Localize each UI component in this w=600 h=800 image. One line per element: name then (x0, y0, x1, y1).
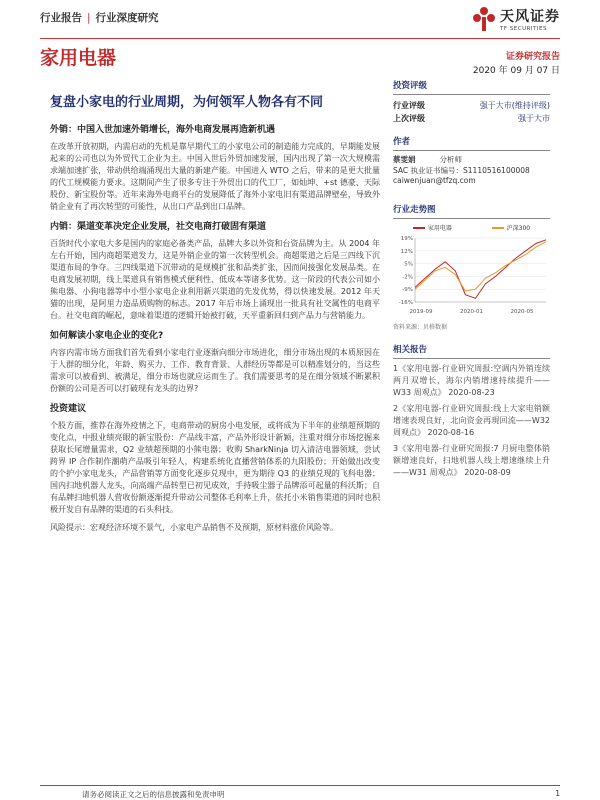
trend-chart-svg (393, 234, 550, 316)
paragraph: 百货时代小家电大多是国内的家庭必备类产品，品牌大多以外资和台资品牌为主。从 2004 年左右开始，国内商超渠道发力，这是外销企业的第一次转型机会。商超渠道之后是三四线下沉渠道布局的争夺。三四线渠道下沉带动的是规模扩张和品类扩张，因而间接强化发展品类。在电商发展初期，线上渠道具有销售模式便利性、低成本等诸多优势。这一阶段的代表公司如小熊电器、小狗电器等中小型小家电企业利用新兴渠道的先发优势，得以快速发展。2012 年天猫的出现，是阿里力造品质购物的标志。2017 年后市场上涌现出一批具有社交属性的电商平台。社交电商的崛起，意味着渠道的逻辑开始被打破，天平重新回归到产品力与营销能力。 (50, 239, 380, 320)
sidebar (393, 79, 550, 483)
section-domestic (50, 219, 380, 322)
related-report-title: 2《家用电器-行业研究周报:线上大家电销额增速表现良好，北向资金再現回流——W32 周观点》 (393, 403, 550, 437)
analyst-heading: 作者 (393, 135, 550, 151)
report-type: 证券研究报告 (505, 52, 560, 62)
x-tick-label: 2019-09 (409, 308, 433, 315)
related-reports (393, 363, 550, 479)
related-report-date: 2020-08-16 (427, 427, 475, 437)
risk-paragraph: 风险提示：宏观经济环境不景气，小家电产品销售不及预期，原材料涨价风险等。 (50, 523, 338, 532)
related-report-date: 2020-08-23 (448, 387, 495, 397)
section-heading: 内销：渠道变革决定企业发展，社交电商打破固有渠道 (50, 222, 267, 232)
y-tick-label: 19% (400, 235, 413, 242)
legend-swatch (492, 227, 504, 229)
chart-legend (393, 223, 550, 232)
related-report-item[interactable] (393, 443, 550, 479)
y-tick-label: -9% (402, 286, 413, 293)
paragraph: 在改革开放初期，内需启动的先机是靠早期代工的小家电公司的制造能力完成的，早期能发展起来的公司也以为外贸代工企业为主。中国入世后外贸加速发展，国内出现了第一次大规模需求端加速扩张，带动供给端涌现出大量的新建产能。中国进入 WTO 之后，带来的是更大批量的代工规模能力要求。这期间产生了很多专注于外贸出口的代工厂，如灿坤、+st 德豪、天际股份、新宝股份等。近年来海外电商平台的发展降低了海外小家电旧有渠道品牌壁垒，导致外销企业有了再次转型的可能性，从出口产品到出口品牌。 (50, 142, 380, 211)
related-report-title: 1《家用电器-行业研究周报:空调内外销连续两月双增长，海尔内销增速持续提升——W33 周观点》 (393, 363, 550, 397)
section-heading: 投资建议 (50, 404, 87, 414)
chart-source: 资料来源：贝格数据 (393, 323, 448, 331)
section-investment (50, 401, 380, 534)
rating-key: 上次评级 (393, 114, 425, 123)
related-report-title: 3《家用电器-行业研究周报:7 月厨电整体销额增速良好，扫地机器人线上增速继续上升——W31 周观点》 (393, 443, 550, 477)
legend-label: 沪深300 (506, 224, 531, 232)
analyst-info (393, 155, 550, 187)
report-category-right: 行业深度研究 (95, 12, 159, 24)
disclaimer: 请务必阅读正文之后的信息披露和免责申明 (82, 790, 225, 799)
legend-label: 家用电器 (427, 224, 452, 232)
section-heading: 如何解读小家电企业的变化? (50, 331, 164, 341)
analyst-name: 蔡雯娟 (393, 155, 416, 164)
report-category (40, 10, 159, 25)
logo-name-en: TF SECURITIES (500, 26, 547, 32)
trend-chart (393, 223, 550, 331)
legend-item (492, 223, 530, 232)
x-tick-label: 2020-05 (510, 308, 534, 315)
analyst-role: 分析师 (439, 155, 462, 164)
rating-row (393, 99, 550, 112)
y-tick-label: -2% (402, 273, 413, 280)
series-line-hs300 (415, 241, 546, 290)
related-report-date: 2020-08-09 (464, 467, 511, 477)
company-logo (472, 6, 560, 32)
logo-name-cn: 天风证券 (500, 9, 560, 25)
legend-item (413, 223, 452, 232)
rating-heading: 投资评级 (393, 79, 550, 95)
header-divider (40, 38, 560, 39)
related-report-item[interactable] (393, 363, 550, 399)
rating-row (393, 112, 550, 125)
section-heading: 外销：中国入世加速外销增长，海外电商发展再造新机遇 (50, 125, 276, 135)
related-heading: 相关报告 (393, 343, 550, 359)
analyst-email[interactable]: caiwenjuan@tfzq.com (393, 176, 476, 185)
y-tick-label: 5% (404, 261, 413, 268)
trend-heading: 行业走势图 (393, 203, 550, 219)
legend-swatch (413, 227, 425, 229)
footer-divider (40, 785, 560, 786)
rating-key: 行业评级 (393, 101, 425, 110)
related-report-item[interactable] (393, 403, 550, 439)
report-date: 2020 年 09 月 07 日 (472, 66, 560, 76)
paragraph: 个股方面，推荐在海外疫情之下，电商带动的厨房小电发展，或将成为下半年的业绩超预期的变化点，中报业绩亮眼的新宝股份：产品线丰富，产品外形设计新颖，注重对细分市场挖掘来获取长尾增量需求，Q2 业绩超预期的小熊电器；收购 SharkNinja 切入清洁电器领域，尝试跨界 IP 合作制作潮萌产品吸引年轻人，构建系统化直播营销体系的九阳股份；开始做出改变的个护小家电龙头，产品营销等方面变化逐步兑现中，更为期待 Q3 的业绩兑现的飞科电器；国内扫地机器人龙头，向高端产品转型已初见成效，手持吸尘器子品牌添可起量的科沃斯；自有品牌扫地机器人营收份额逐渐提升带动公司整体毛利率上升，依托小米销售渠道的同时也积极开发自有品牌的渠道的石头科技。 (50, 421, 380, 514)
rating-value: 强于大市(维持评级) (479, 101, 550, 110)
industry-title: 家用电器 (40, 47, 117, 69)
x-tick-label: 2020-01 (460, 308, 483, 315)
y-tick-label: 12% (400, 248, 413, 255)
report-title: 复盘小家电的行业周期，为何领军人物各有不同 (50, 95, 324, 110)
page-number: 1 (555, 789, 560, 798)
analyst-cert: SAC 执业证书编号：S1110516100008 (393, 165, 530, 175)
section-interpretation (50, 328, 380, 395)
paragraph: 内容内需市场方面我们首先看到小家电行业逐渐向细分市场进化，细分市场出现的本质原因在于人群的细分化，年龄、购买力、工作、教育背景、人群经历等都是可以精准划分的，当这些需求可以被看到、被满足，细分市场也就应运而生了。我们需要思考的是在细分领域不断累积份额的公司是否可以打破现有龙头的边界? (50, 348, 380, 393)
series-line-appliance (415, 239, 546, 297)
report-category-left: 行业报告 (40, 12, 82, 24)
header-separator: | (87, 12, 91, 24)
y-tick-label: -16% (398, 299, 413, 306)
rating-value: 强于大市 (518, 114, 550, 123)
section-export (50, 122, 380, 213)
main-column (50, 118, 380, 540)
tf-logo-icon (472, 6, 496, 32)
